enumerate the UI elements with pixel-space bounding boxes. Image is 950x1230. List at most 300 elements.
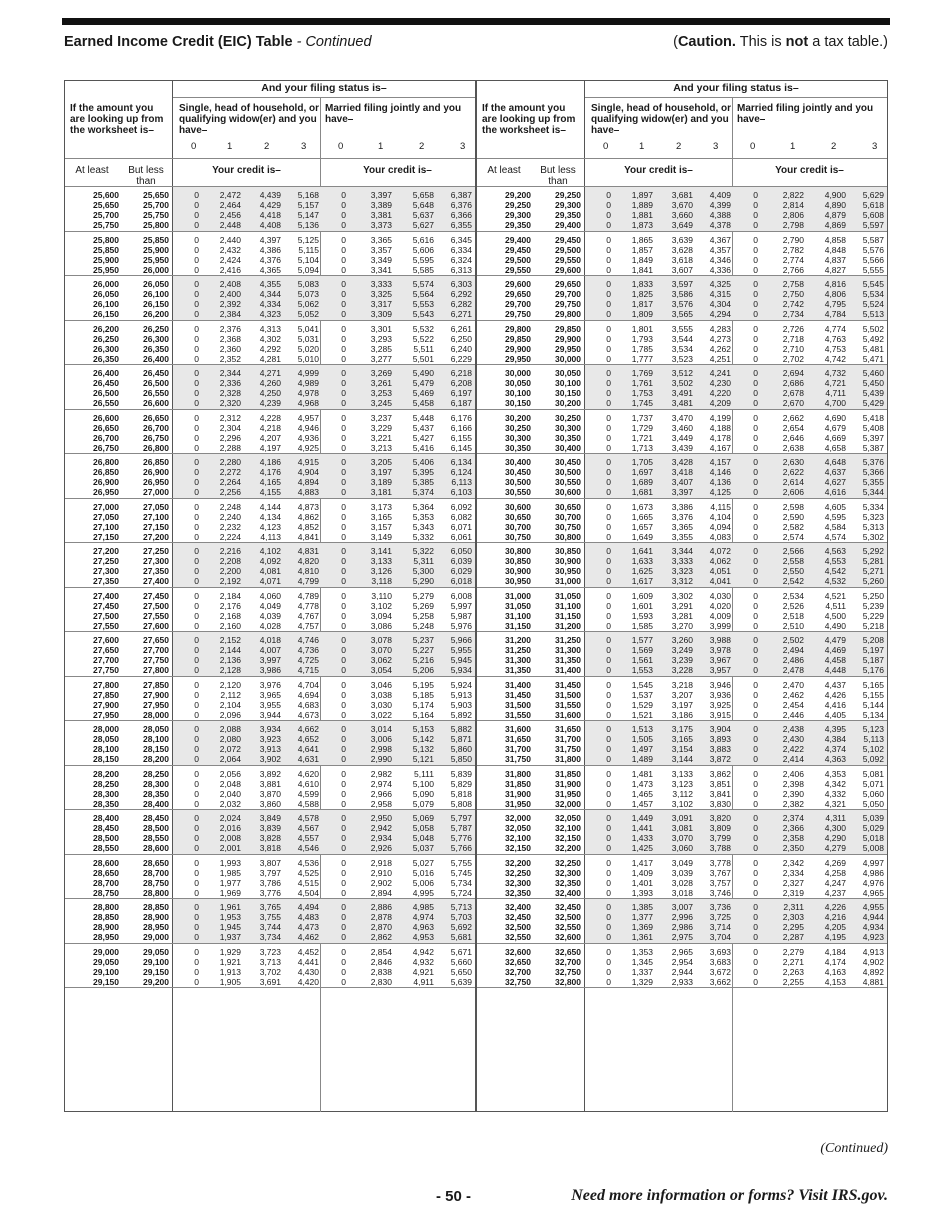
table-row <box>477 635 887 645</box>
row-group <box>65 855 475 900</box>
table-cell: 2,280 <box>219 457 241 467</box>
table-cell: 2,168 <box>219 610 241 621</box>
table-cell: 2,718 <box>782 333 804 344</box>
table-cell: 4,441 <box>297 956 319 967</box>
table-cell: 4,452 <box>297 946 319 957</box>
table-cell: 28,000 <box>93 724 119 734</box>
table-cell: 5,037 <box>412 843 434 853</box>
table-row <box>65 655 475 665</box>
table-cell: 2,598 <box>782 501 804 512</box>
table-row <box>65 932 475 942</box>
table-cell: 1,705 <box>631 457 653 467</box>
table-cell: 0 <box>606 590 611 601</box>
row-group <box>477 410 887 455</box>
table-cell: 2,830 <box>370 976 392 987</box>
table-cell: 4,904 <box>297 467 319 477</box>
table-cell: 4,072 <box>709 546 731 556</box>
table-cell: 2,622 <box>782 467 804 477</box>
table-cell: 3,449 <box>671 432 693 443</box>
table-cell: 5,681 <box>450 932 472 942</box>
table-cell: 3,923 <box>259 734 281 744</box>
row-group <box>477 321 887 366</box>
top-rule <box>62 18 890 25</box>
table-cell: 28,250 <box>93 778 119 789</box>
table-row <box>477 665 887 675</box>
table-cell: 3,883 <box>709 744 731 754</box>
table-cell: 26,500 <box>143 378 169 388</box>
table-cell: 30,700 <box>555 511 581 522</box>
your-credit-married: Your credit is– <box>363 165 432 176</box>
table-cell: 2,654 <box>782 422 804 433</box>
table-cell: 28,600 <box>93 857 119 868</box>
row-group <box>65 588 475 633</box>
table-cell: 26,700 <box>143 422 169 433</box>
table-row <box>477 279 887 289</box>
table-cell: 4,030 <box>709 590 731 601</box>
table-cell: 3,365 <box>370 234 392 245</box>
table-cell: 4,542 <box>824 566 846 576</box>
table-cell: 0 <box>341 590 346 601</box>
table-cell: 5,174 <box>412 699 434 710</box>
table-cell: 0 <box>753 378 758 388</box>
table-cell: 6,334 <box>450 244 472 255</box>
table-cell: 26,800 <box>143 442 169 453</box>
table-cell: 3,978 <box>709 645 731 655</box>
table-row <box>65 690 475 700</box>
table-cell: 26,300 <box>143 333 169 344</box>
table-row <box>65 576 475 586</box>
table-cell: 0 <box>753 442 758 453</box>
table-cell: 4,694 <box>297 689 319 700</box>
table-cell: 3,807 <box>259 857 281 868</box>
row-group <box>65 232 475 277</box>
table-row <box>477 512 887 522</box>
table-cell: 5,250 <box>862 590 884 601</box>
table-cell: 5,471 <box>862 353 884 364</box>
table-cell: 3,239 <box>671 655 693 665</box>
table-cell: 1,521 <box>631 709 653 720</box>
table-cell: 2,686 <box>782 378 804 388</box>
table-cell: 4,237 <box>824 887 846 898</box>
table-cell: 4,020 <box>709 600 731 611</box>
table-cell: 4,915 <box>297 457 319 467</box>
table-cell: 5,322 <box>412 546 434 556</box>
table-cell: 0 <box>341 734 346 744</box>
table-cell: 1,929 <box>219 946 241 957</box>
table-cell: 4,986 <box>862 867 884 878</box>
table-row <box>477 611 887 621</box>
looking-up-heading: If the amount you are looking up from the worksheet is– <box>70 103 164 136</box>
table-cell: 2,295 <box>782 922 804 932</box>
children-3-married: 3 <box>872 141 878 152</box>
table-cell: 32,600 <box>555 932 581 942</box>
table-cell: 26,350 <box>93 353 119 364</box>
table-cell: 5,439 <box>862 388 884 398</box>
table-cell: 0 <box>341 744 346 754</box>
table-row <box>477 957 887 967</box>
table-cell: 3,317 <box>370 299 392 309</box>
table-cell: 0 <box>341 655 346 665</box>
row-group <box>477 855 887 900</box>
table-cell: 4,218 <box>259 422 281 433</box>
table-row <box>65 279 475 289</box>
table-cell: 0 <box>194 946 199 957</box>
table-cell: 5,481 <box>862 343 884 354</box>
table-cell: 26,750 <box>93 442 119 453</box>
table-cell: 4,892 <box>862 966 884 977</box>
table-cell: 1,329 <box>631 976 653 987</box>
table-cell: 1,465 <box>631 788 653 799</box>
table-cell: 0 <box>194 902 199 912</box>
table-cell: 6,029 <box>450 566 472 576</box>
table-cell: 5,839 <box>450 768 472 779</box>
table-cell: 3,349 <box>370 254 392 265</box>
table-cell: 3,628 <box>671 244 693 255</box>
table-cell: 2,502 <box>782 635 804 645</box>
table-cell: 25,600 <box>93 190 119 200</box>
table-cell: 0 <box>753 353 758 364</box>
table-cell: 5,206 <box>412 665 434 675</box>
table-cell: 1,441 <box>631 823 653 833</box>
table-cell: 1,585 <box>631 620 653 631</box>
table-cell: 2,814 <box>782 200 804 210</box>
table-cell: 4,515 <box>297 877 319 888</box>
table-cell: 4,290 <box>824 833 846 843</box>
table-cell: 27,000 <box>143 487 169 497</box>
table-cell: 5,450 <box>862 378 884 388</box>
table-cell: 0 <box>606 754 611 764</box>
table-cell: 6,176 <box>450 412 472 423</box>
table-cell: 28,500 <box>93 833 119 843</box>
table-cell: 31,100 <box>505 610 531 621</box>
table-cell: 4,104 <box>709 511 731 522</box>
table-cell: 28,850 <box>93 912 119 922</box>
table-row <box>477 368 887 378</box>
table-cell: 0 <box>341 566 346 576</box>
table-cell: 0 <box>753 833 758 843</box>
table-cell: 5,239 <box>862 600 884 611</box>
table-cell: 0 <box>753 966 758 977</box>
table-cell: 29,050 <box>93 956 119 967</box>
table-cell: 3,936 <box>709 689 731 700</box>
table-cell: 2,734 <box>782 309 804 319</box>
table-cell: 5,660 <box>450 956 472 967</box>
table-cell: 26,850 <box>143 457 169 467</box>
table-cell: 2,056 <box>219 768 241 779</box>
table-cell: 0 <box>194 220 199 230</box>
table-cell: 3,039 <box>671 867 693 878</box>
table-cell: 0 <box>606 254 611 265</box>
table-cell: 3,301 <box>370 323 392 334</box>
table-cell: 4,553 <box>824 556 846 566</box>
table-cell: 31,250 <box>555 635 581 645</box>
table-cell: 0 <box>606 823 611 833</box>
table-cell: 32,300 <box>555 867 581 878</box>
table-cell: 0 <box>753 887 758 898</box>
table-cell: 3,309 <box>370 309 392 319</box>
table-cell: 3,070 <box>671 833 693 843</box>
table-cell: 0 <box>341 922 346 932</box>
table-cell: 3,512 <box>671 368 693 378</box>
table-row <box>65 423 475 433</box>
table-cell: 5,050 <box>862 798 884 809</box>
table-cell: 4,957 <box>297 412 319 423</box>
table-cell: 0 <box>753 590 758 601</box>
table-cell: 3,481 <box>671 398 693 408</box>
table-cell: 0 <box>341 813 346 823</box>
table-cell: 0 <box>194 788 199 799</box>
table-cell: 27,350 <box>143 566 169 576</box>
table-cell: 30,450 <box>555 457 581 467</box>
table-cell: 32,450 <box>555 902 581 912</box>
table-cell: 3,660 <box>671 210 693 220</box>
table-cell: 5,165 <box>862 679 884 690</box>
table-cell: 5,492 <box>862 333 884 344</box>
table-cell: 5,713 <box>450 902 472 912</box>
table-cell: 3,197 <box>370 467 392 477</box>
table-cell: 0 <box>341 867 346 878</box>
row-group <box>65 410 475 455</box>
table-cell: 5,648 <box>412 200 434 210</box>
table-cell: 1,993 <box>219 857 241 868</box>
table-cell: 2,032 <box>219 798 241 809</box>
table-cell: 2,782 <box>782 244 804 255</box>
table-cell: 4,799 <box>297 576 319 586</box>
table-row <box>65 591 475 601</box>
row-group <box>477 766 887 811</box>
table-cell: 0 <box>194 343 199 354</box>
table-cell: 0 <box>606 635 611 645</box>
table-cell: 31,250 <box>505 645 531 655</box>
table-cell: 4,820 <box>297 556 319 566</box>
table-cell: 0 <box>194 600 199 611</box>
table-cell: 27,300 <box>143 556 169 566</box>
table-cell: 3,070 <box>370 645 392 655</box>
table-cell: 4,827 <box>824 264 846 275</box>
table-cell: 3,054 <box>370 665 392 675</box>
table-cell: 0 <box>194 442 199 453</box>
table-cell: 0 <box>753 645 758 655</box>
table-cell: 25,800 <box>143 220 169 230</box>
table-cell: 3,618 <box>671 254 693 265</box>
table-cell: 30,950 <box>555 566 581 576</box>
table-cell: 5,629 <box>862 190 884 200</box>
table-cell: 0 <box>341 768 346 779</box>
table-cell: 27,100 <box>93 521 119 532</box>
table-cell: 30,150 <box>555 388 581 398</box>
but-less-heading: But less than <box>540 165 576 187</box>
table-cell: 5,016 <box>412 867 434 878</box>
table-cell: 28,750 <box>93 887 119 898</box>
table-cell: 2,558 <box>782 556 804 566</box>
table-cell: 0 <box>606 665 611 675</box>
table-cell: 4,725 <box>297 655 319 665</box>
table-cell: 4,479 <box>824 635 846 645</box>
table-cell: 4,420 <box>297 976 319 987</box>
table-cell: 3,325 <box>370 289 392 299</box>
table-cell: 29,700 <box>505 299 531 309</box>
table-cell: 27,000 <box>93 501 119 512</box>
table-cell: 0 <box>341 912 346 922</box>
table-cell: 0 <box>194 368 199 378</box>
table-cell: 3,830 <box>709 798 731 809</box>
table-cell: 3,683 <box>709 956 731 967</box>
table-cell: 3,725 <box>709 912 731 922</box>
table-cell: 27,050 <box>93 511 119 522</box>
table-cell: 3,365 <box>671 521 693 532</box>
your-credit-single: Your credit is– <box>212 165 281 176</box>
table-cell: 5,427 <box>412 432 434 443</box>
table-cell: 3,175 <box>671 724 693 734</box>
table-cell: 4,631 <box>297 754 319 764</box>
table-cell: 0 <box>341 388 346 398</box>
table-cell: 4,789 <box>297 590 319 601</box>
table-row <box>477 690 887 700</box>
table-cell: 27,700 <box>93 655 119 665</box>
table-cell: 0 <box>194 412 199 423</box>
table-cell: 0 <box>753 521 758 532</box>
table-cell: 31,900 <box>505 788 531 799</box>
table-cell: 28,950 <box>143 922 169 932</box>
table-cell: 31,300 <box>555 645 581 655</box>
table-cell: 3,744 <box>259 922 281 932</box>
table-cell: 2,470 <box>782 679 804 690</box>
table-cell: 0 <box>606 857 611 868</box>
table-cell: 32,050 <box>555 813 581 823</box>
table-cell: 5,344 <box>862 487 884 497</box>
table-row <box>65 546 475 556</box>
table-cell: 32,100 <box>505 833 531 843</box>
table-cell: 2,208 <box>219 556 241 566</box>
table-cell: 31,700 <box>505 744 531 754</box>
table-cell: 2,048 <box>219 778 241 789</box>
table-cell: 2,024 <box>219 813 241 823</box>
table-cell: 0 <box>606 220 611 230</box>
table-cell: 5,511 <box>413 343 434 354</box>
table-cell: 4,627 <box>824 477 846 487</box>
table-cell: 0 <box>194 299 199 309</box>
table-cell: 5,502 <box>862 323 884 334</box>
table-row <box>65 858 475 868</box>
table-cell: 6,229 <box>450 353 472 364</box>
table-cell: 0 <box>194 912 199 922</box>
table-row <box>65 813 475 823</box>
table-cell: 32,150 <box>555 833 581 843</box>
table-cell: 27,850 <box>143 679 169 690</box>
table-cell: 0 <box>753 699 758 710</box>
table-cell: 5,355 <box>862 477 884 487</box>
table-row <box>65 443 475 453</box>
table-cell: 5,448 <box>412 412 434 423</box>
table-cell: 5,934 <box>450 665 472 675</box>
table-cell: 5,387 <box>862 442 884 453</box>
table-cell: 4,230 <box>709 378 731 388</box>
table-cell: 0 <box>606 768 611 779</box>
table-cell: 30,400 <box>505 457 531 467</box>
table-cell: 27,800 <box>143 665 169 675</box>
table-cell: 28,350 <box>143 788 169 799</box>
table-cell: 2,128 <box>219 665 241 675</box>
table-cell: 0 <box>753 976 758 987</box>
table-cell: 27,150 <box>93 531 119 542</box>
table-cell: 4,346 <box>709 254 731 265</box>
table-cell: 3,102 <box>370 600 392 611</box>
table-cell: 3,544 <box>671 333 693 344</box>
table-cell: 2,790 <box>782 234 804 245</box>
table-cell: 5,913 <box>450 689 472 700</box>
table-cell: 5,332 <box>412 531 434 542</box>
table-cell: 0 <box>194 645 199 655</box>
table-row <box>65 665 475 675</box>
table-cell: 27,950 <box>93 709 119 720</box>
table-row <box>65 843 475 853</box>
table-cell: 0 <box>753 635 758 645</box>
row-group <box>477 677 887 722</box>
table-cell: 1,369 <box>631 922 653 932</box>
table-row <box>477 413 887 423</box>
table-cell: 32,750 <box>555 966 581 977</box>
table-cell: 4,321 <box>824 798 846 809</box>
table-cell: 1,601 <box>631 600 653 611</box>
table-cell: 2,462 <box>782 689 804 700</box>
row-group <box>477 454 887 499</box>
table-cell: 4,810 <box>297 566 319 576</box>
table-cell: 1,673 <box>631 501 653 512</box>
table-cell: 29,450 <box>555 234 581 245</box>
table-cell: 0 <box>194 833 199 843</box>
table-cell: 2,311 <box>783 902 804 912</box>
table-row <box>477 680 887 690</box>
table-cell: 31,000 <box>555 576 581 586</box>
table-cell: 4,220 <box>709 388 731 398</box>
table-cell: 6,071 <box>450 521 472 532</box>
table-cell: 28,200 <box>143 754 169 764</box>
table-cell: 5,745 <box>450 867 472 878</box>
table-cell: 4,923 <box>862 932 884 942</box>
table-cell: 4,458 <box>824 655 846 665</box>
table-row <box>65 487 475 497</box>
table-row <box>65 611 475 621</box>
table-cell: 3,149 <box>370 531 392 542</box>
table-cell: 28,550 <box>143 833 169 843</box>
your-credit-single: Your credit is– <box>624 165 693 176</box>
table-row <box>65 957 475 967</box>
table-row <box>65 823 475 833</box>
table-cell: 0 <box>194 244 199 255</box>
table-cell: 5,945 <box>450 655 472 665</box>
row-group <box>65 187 475 232</box>
table-cell: 0 <box>194 709 199 720</box>
table-cell: 3,228 <box>671 665 693 675</box>
table-cell: 2,240 <box>219 511 241 522</box>
table-cell: 1,617 <box>631 576 653 586</box>
table-cell: 4,732 <box>824 368 846 378</box>
table-cell: 0 <box>753 867 758 878</box>
table-row <box>65 868 475 878</box>
table-cell: 0 <box>753 843 758 853</box>
table-cell: 0 <box>753 912 758 922</box>
table-cell: 4,658 <box>824 442 846 453</box>
table-cell: 4,418 <box>259 210 281 220</box>
table-cell: 0 <box>606 432 611 443</box>
table-cell: 5,469 <box>412 388 434 398</box>
table-cell: 5,374 <box>412 487 434 497</box>
table-cell: 2,694 <box>782 368 804 378</box>
table-cell: 5,111 <box>413 768 434 779</box>
table-cell: 30,050 <box>555 368 581 378</box>
table-cell: 27,650 <box>93 645 119 655</box>
table-cell: 0 <box>606 323 611 334</box>
